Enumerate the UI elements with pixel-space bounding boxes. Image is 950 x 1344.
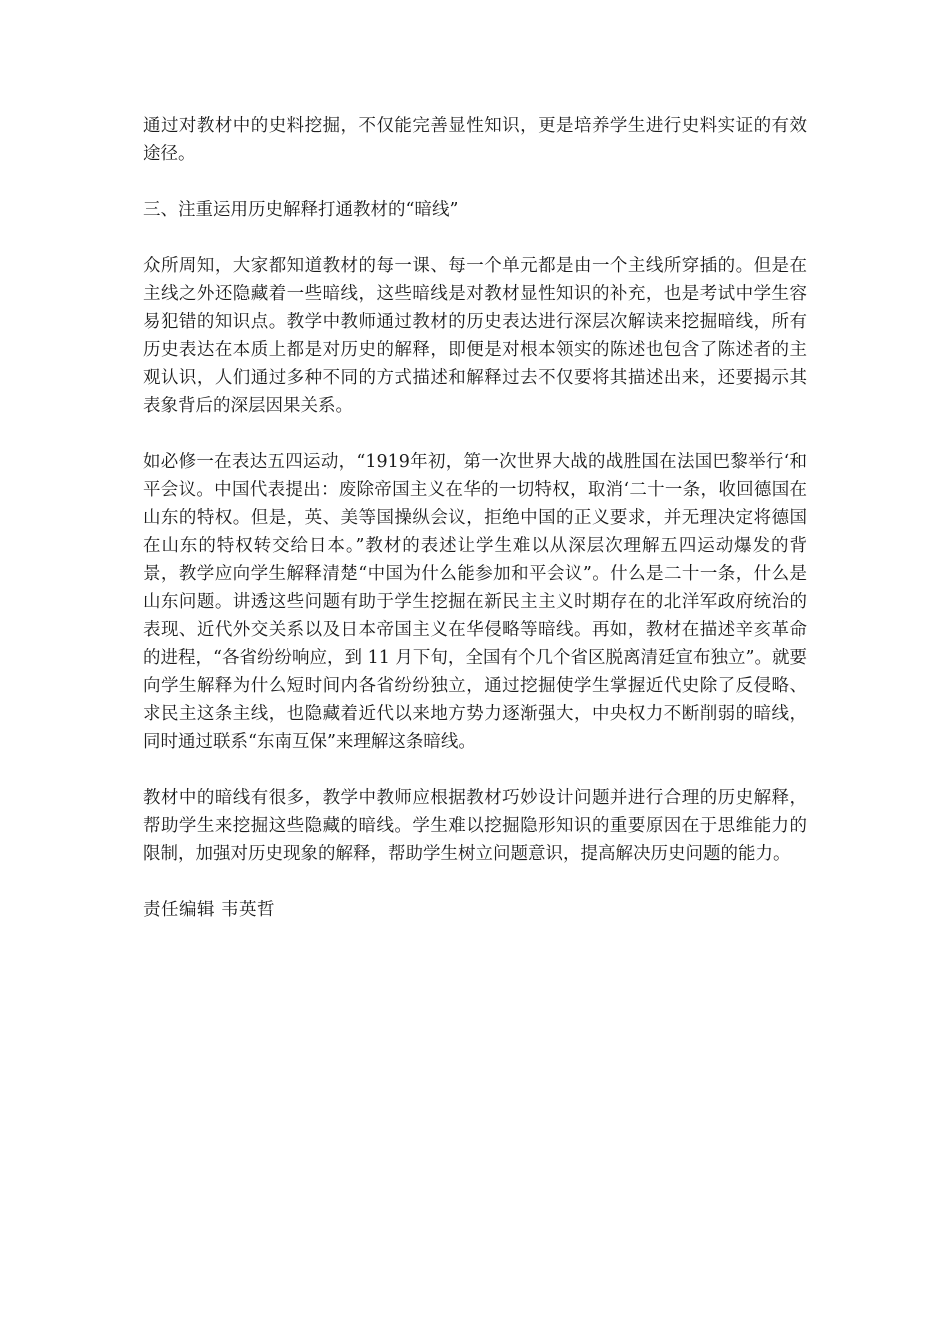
paragraph-main-line: 众所周知，大家都知道教材的每一课、每一个单元都是由一个主线所穿插的。但是在主线之外还隐藏着一些暗线，这些暗线是对教材显性知识的补充，也是考试中学生容易犯错的知识点。教学中教师通过教材的历史表达进行深层次解读来挖掘暗线，所有历史表达在本质上都是对历史的解释，即便是对根本领实的陈述也包含了陈述者的主观认识，人们通过多种不同的方式描述和解释过去不仅要将其描述出来，还要揭示其表象背后的深层因果关系。 xyxy=(143,256,807,416)
paragraph-conclusion: 教材中的暗线有很多，教学中教师应根据教材巧妙设计问题并进行合理的历史解释，帮助学生来挖掘这些隐藏的暗线。学生难以挖掘隐形知识的重要原因在于思维能力的限制，加强对历史现象的解释，帮助学生树立问题意识，提高解决历史问题的能力。 xyxy=(143,788,807,864)
editor-credit: 责任编辑 韦英哲 xyxy=(143,900,276,920)
paragraph-example: 如必修一在表达五四运动，“1919年初，第一次世界大战的战胜国在法国巴黎举行‘和平会议。中国代表提出：废除帝国主义在华的一切特权，取消‘二十一条，收回德国在山东的特权。但是，英、美等国操纵会议，拒绝中国的正义要求，并无理决定将德国在山东的特权转交给日本。”教材的表述让学生难以从深层次理解五四运动爆发的背景，教学应向学生解释清楚“中国为什么能参加和平会议”。什么是二十一条，什么是山东问题。讲透这些问题有助于学生挖掘在新民主主义时期存在的北洋军政府统治的表现、近代外交关系以及日本帝国主义在华侵略等暗线。再如，教材在描述辛亥革命的进程，“各省纷纷响应，到 11 月下旬，全国有个几个省区脱离清廷宣布独立”。就要向学生解释为什么短时间内各省纷纷独立，通过挖掘使学生掌握近代史除了反侵略、求民主这条主线，也隐藏着近代以来地方势力逐渐强大，中央权力不断削弱的暗线，同时通过联系“东南互保”来理解这条暗线。 xyxy=(143,452,807,752)
article-body xyxy=(143,112,807,952)
section-heading: 三、注重运用历史解释打通教材的“暗线” xyxy=(143,200,459,220)
paragraph-intro: 通过对教材中的史料挖掘，不仅能完善显性知识，更是培养学生进行史料实证的有效途径。 xyxy=(143,116,807,164)
